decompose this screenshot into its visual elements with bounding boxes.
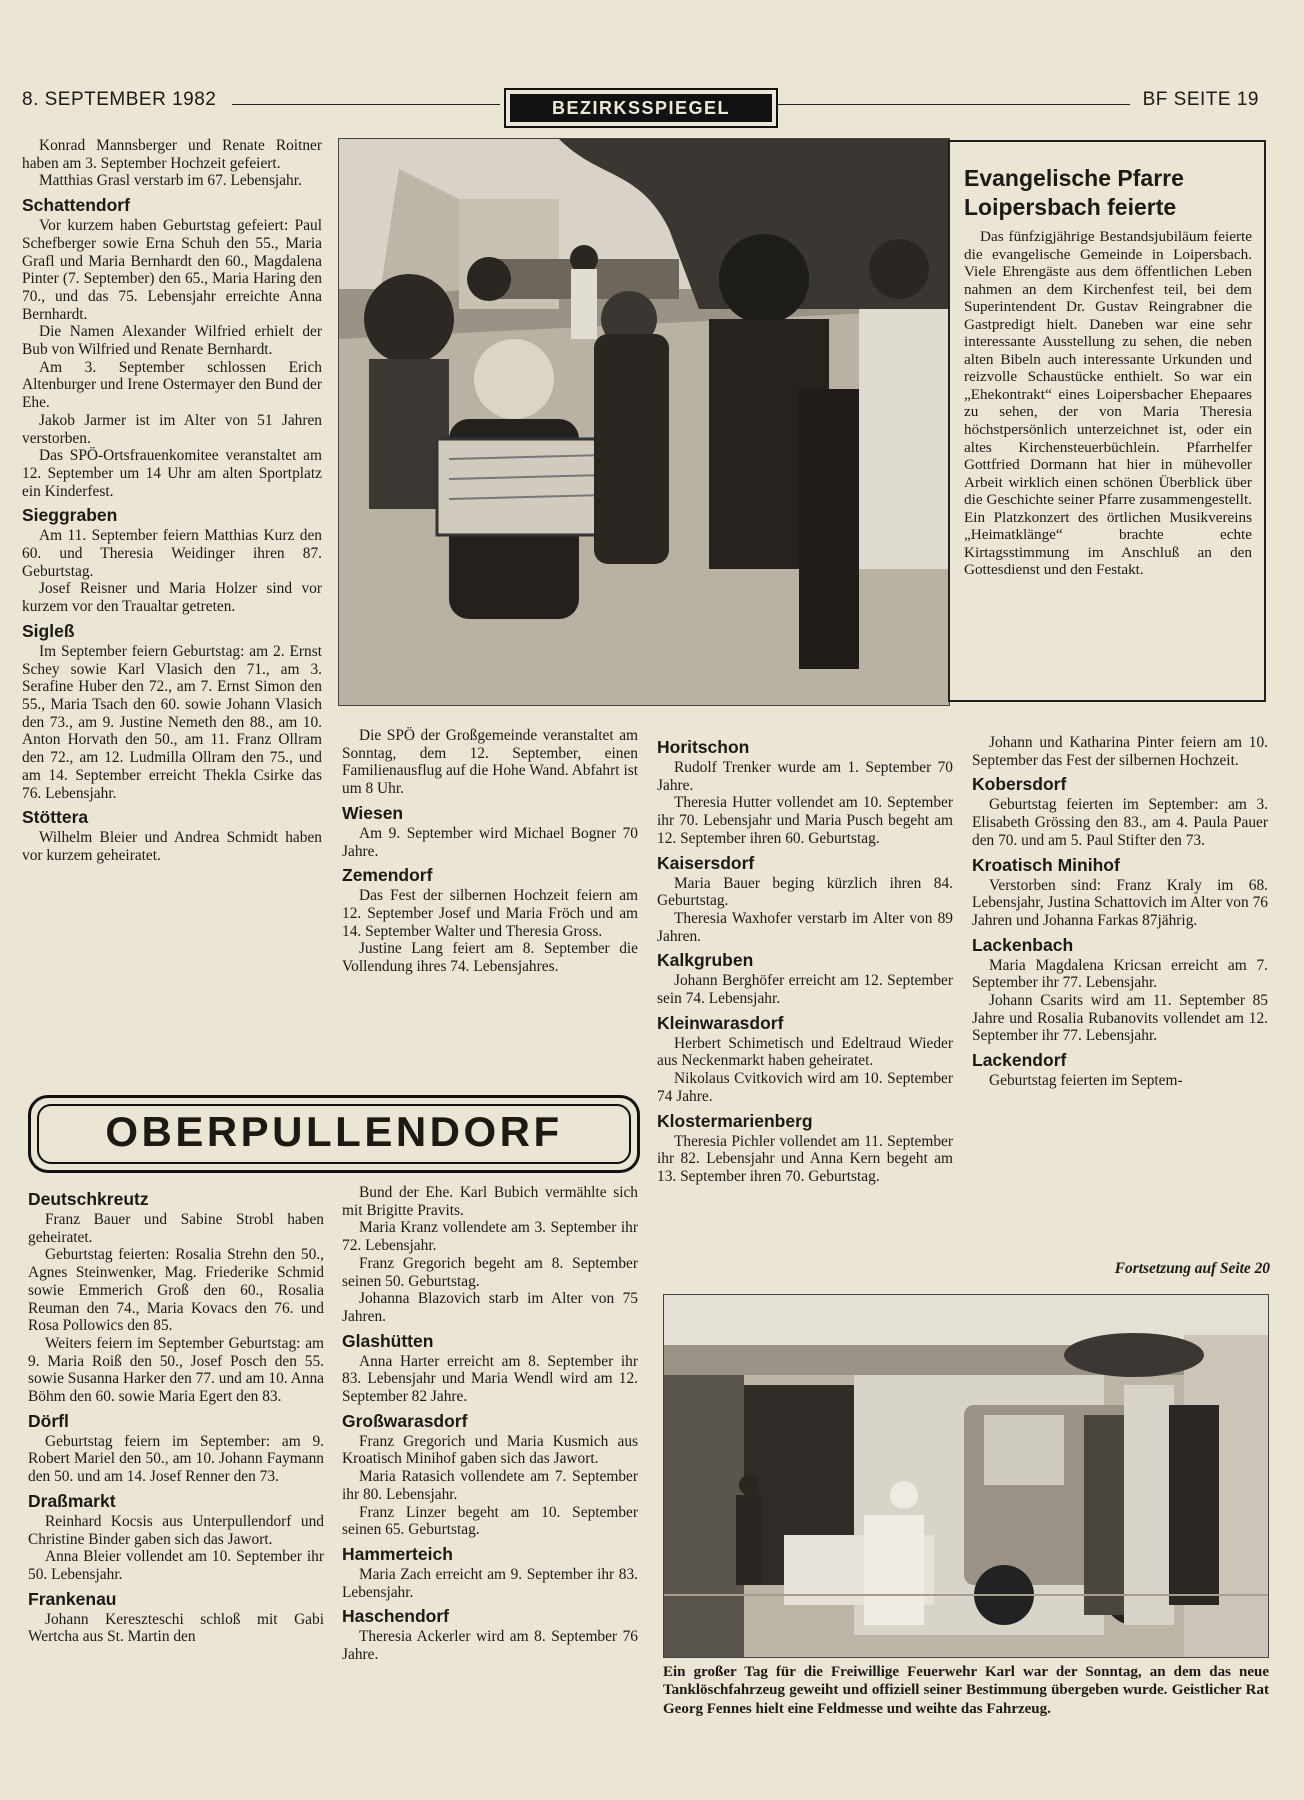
news-paragraph: Johann Csarits wird am 11. September 85 Jahre und Rosalia Rubanovits vollendet am 12. September ihr 77. Lebensjahr. [972, 992, 1268, 1045]
town-heading: Kaisersdorf [657, 852, 755, 873]
town-heading: Klostermarienberg [657, 1110, 813, 1131]
column-3-mid [657, 732, 953, 1186]
header-rule-left [232, 104, 500, 105]
section-label-box [504, 88, 778, 128]
column-2-bottom [342, 1184, 638, 1664]
news-paragraph: Johanna Blazovich starb im Alter von 75 Jahren. [342, 1290, 638, 1325]
page-number: BF SEITE 19 [1142, 89, 1259, 110]
column-2-mid [342, 727, 638, 976]
news-paragraph: Am 9. September wird Michael Bogner 70 Jahre. [342, 824, 638, 860]
issue-date: 8. SEPTEMBER 1982 [22, 89, 217, 110]
news-paragraph: Theresia Hutter vollendet am 10. September ihr 70. Lebensjahr und Maria Pusch begeht am 12. September ihren 60. Geburtstag. [657, 794, 953, 847]
news-paragraph: Vor kurzem haben Geburtstag gefeiert: Paul Schefberger sowie Erna Schuh den 55., Maria Grafl und Maria Bernhardt den 60., Magdalena Pinter (7. September) den 65., Maria Haring den 70., und das 75. Lebensjahr erreichte Anna Bernhardt. [22, 217, 322, 323]
news-paragraph: Herbert Schimetisch und Edeltraud Wieder aus Neckenmarkt haben geheiratet. [657, 1034, 953, 1070]
news-paragraph: Im September feiern Geburtstag: am 2. Ernst Schey sowie Karl Vlasich den 71., am 3. Serafine Huber den 72., am 7. Ernst Simon den 55., Maria Tsach den 60. sowie Johann Vlasich den 73., am 9. Justine Nemeth den 88., am 10. Anton Horvath den 50., am 11. Franz Ollram den 72., am 12. Ludmilla Ollram den 75., und am 14. September erreicht Thekla Csirke das 76. Lebensjahr. [22, 642, 322, 802]
news-paragraph: Maria Bauer beging kürzlich ihren 84. Geburtstag. [657, 874, 953, 910]
town-heading: Draßmarkt [28, 1490, 116, 1511]
fire-brigade-photo [663, 1294, 1269, 1658]
region-banner-title: OBERPULLENDORF [37, 1104, 631, 1164]
town-heading: Horitschon [657, 737, 750, 757]
news-paragraph: Matthias Grasl verstarb im 67. Lebensjahr. [39, 172, 302, 190]
article-box-loipersbach [948, 140, 1266, 702]
town-heading: Kleinwarasdorf [657, 1012, 784, 1033]
town-heading: Glashütten [342, 1330, 434, 1351]
town-heading: Zemendorf [342, 865, 433, 886]
header-rule-right [778, 104, 1130, 105]
news-paragraph: Anna Harter erreicht am 8. September ihr 83. Lebensjahr und Maria Wendl wird am 12. September 82 Jahre. [342, 1352, 638, 1406]
news-paragraph: Am 3. September schlossen Erich Altenburger und Irene Ostermayer den Bund der Ehe. [22, 358, 322, 412]
continuation-note: Fortsetzung auf Seite 20 [1114, 1260, 1270, 1277]
news-paragraph: Anna Bleier vollendet am 10. September ihr 50. Lebensjahr. [28, 1548, 324, 1583]
news-paragraph: Maria Magdalena Kricsan erreicht am 7. September ihr 77. Lebensjahr. [972, 956, 1268, 992]
news-paragraph: Wilhelm Bleier und Andrea Schmidt haben vor kurzem geheiratet. [22, 829, 322, 864]
town-heading: Lackendorf [972, 1050, 1067, 1071]
news-paragraph: Maria Kranz vollendete am 3. September ihr 72. Lebensjahr. [342, 1219, 638, 1255]
news-paragraph: Weiters feiern im September Geburtstag: am 9. Maria Roiß den 50., Josef Posch den 55. sowie Susanna Harker den 77. und am 10. Anna Böhm den 60. sowie Maria Egert den 83. [28, 1334, 324, 1406]
news-paragraph: Johann Berghöfer erreicht am 12. September sein 74. Lebensjahr. [657, 972, 953, 1008]
news-paragraph: Am 11. September feiern Matthias Kurz den 60. und Theresia Weidinger ihren 87. Geburtstag. [22, 527, 322, 580]
town-heading: Sigleß [22, 620, 75, 641]
article-title: Evangelische Pfarre Loipersbach feierte [964, 165, 1184, 220]
news-paragraph: Bund der Ehe. Karl Bubich vermählte sich mit Brigitte Pravits. [342, 1184, 638, 1219]
news-paragraph: Reinhard Kocsis aus Unterpullendorf und Christine Binder gaben sich das Jawort. [28, 1512, 324, 1548]
news-paragraph: Die Namen Alexander Wilfried erhielt der Bub von Wilfried und Renate Bernhardt. [22, 323, 322, 359]
news-paragraph: Maria Ratasich vollendete am 7. September ihr 80. Lebensjahr. [342, 1468, 638, 1503]
news-paragraph: Johann Kereszteschi schloß mit Gabi Wertcha aus St. Martin den [28, 1610, 324, 1646]
news-paragraph: Justine Lang feiert am 8. September die Vollendung ihres 74. Lebensjahres. [342, 940, 638, 976]
news-paragraph: Rudolf Trenker wurde am 1. September 70 Jahre. [657, 759, 953, 794]
town-heading: Frankenau [28, 1588, 117, 1609]
news-paragraph: Das Fest der silbernen Hochzeit feiern am 12. September Josef und Maria Fröch und am 14. September Walter und Theresia Gross. [342, 887, 638, 940]
news-paragraph: Geburtstag feierten im Septem- [989, 1072, 1183, 1090]
column-1-bottom [28, 1184, 324, 1646]
town-heading: Deutschkreutz [28, 1189, 149, 1209]
news-paragraph: Josef Reisner und Maria Holzer sind vor kurzem vor den Traualtar getreten. [22, 580, 322, 616]
news-paragraph: Jakob Jarmer ist im Alter von 51 Jahren verstorben. [22, 411, 322, 447]
town-heading: Wiesen [342, 802, 404, 823]
region-banner [28, 1095, 640, 1173]
news-paragraph: Franz Gregorich und Maria Kusmich aus Kroatisch Minihof gaben sich das Jawort. [342, 1432, 638, 1468]
town-heading: Dörfl [28, 1410, 69, 1431]
town-heading: Großwarasdorf [342, 1410, 468, 1431]
news-paragraph: Nikolaus Cvitkovich wird am 10. September 74 Jahre. [657, 1070, 953, 1105]
band-photo [338, 138, 950, 706]
town-heading: Haschendorf [342, 1606, 449, 1627]
news-paragraph: Verstorben sind: Franz Kraly im 68. Lebensjahr, Justina Schattovich im Alter von 76 Jahren und Johanna Farkas 87jährig. [972, 876, 1268, 929]
column-4-mid [972, 734, 1268, 1090]
photo-caption: Ein großer Tag für die Freiwillige Feuerwehr Karl war der Sonntag, an dem das neue Tanklöschfahrzeug geweiht und offiziell seiner Bestimmung übergeben wurde. Geistlicher Rat Georg Fennes hielt eine Feldmesse und weihte das Fahrzeug. [663, 1664, 1269, 1717]
news-paragraph: Franz Bauer und Sabine Strobl haben geheiratet. [28, 1211, 324, 1246]
town-heading: Stöttera [22, 807, 89, 828]
news-paragraph: Theresia Ackerler wird am 8. September 76 Jahre. [342, 1628, 638, 1664]
town-heading: Schattendorf [22, 195, 130, 216]
town-heading: Kobersdorf [972, 774, 1067, 795]
section-label: BEZIRKSSPIEGEL [510, 94, 772, 122]
column-1-top [22, 137, 322, 865]
news-paragraph: Geburtstag feiern im September: am 9. Robert Mariel den 50., am 10. Johann Faymann den 50. und am 14. Josef Renner den 73. [28, 1432, 324, 1486]
town-heading: Sieggraben [22, 505, 118, 526]
town-heading: Kalkgruben [657, 950, 754, 971]
news-paragraph: Theresia Waxhofer verstarb im Alter von 89 Jahren. [657, 909, 953, 945]
town-heading: Hammerteich [342, 1543, 453, 1564]
news-paragraph: Geburtstag feierten: Rosalia Strehn den 50., Agnes Steinwenker, Mag. Friederike Schmid sowie Emmerich Groß den 60., Rosalia Reuman den 74., Maria Kovacs den 76. und Rosa Pollowics den 85. [28, 1246, 324, 1335]
town-heading: Kroatisch Minihof [972, 854, 1120, 875]
news-paragraph: Franz Gregorich begeht am 8. September seinen 50. Geburtstag. [342, 1254, 638, 1290]
news-paragraph: Franz Linzer begeht am 10. September seinen 65. Geburtstag. [342, 1503, 638, 1539]
news-paragraph: Die SPÖ der Großgemeinde veranstaltet am Sonntag, dem 12. September, einen Familienausflug auf die Hohe Wand. Abfahrt ist um 8 Uhr. [342, 727, 638, 798]
news-paragraph: Maria Zach erreicht am 9. September ihr 83. Lebensjahr. [342, 1565, 638, 1601]
town-heading: Lackenbach [972, 934, 1074, 955]
article-body: Das fünfzigjährige Bestandsjubiläum feierte die evangelische Gemeinde in Loipersbach. Viele Ehrengäste aus dem öffentlichen Leben nahmen an dem Kirchenfest teil, bei dem Superintendent Dr. Gustav Reingrabner die Gastpredigt hielt. Daneben war eine sehr interessante Ausstellung zu sehen, die neben alten Bibeln auch interessante Urkunden und reizvolle Schaustücke enthielt. So war ein „Ehekontrakt“ eines Loipersbacher Ehepaares zu sehen, der von Maria Theresia höchstpersönlich unterzeichnet ist, oder ein altes Kirchensteuerbüchlein. Pfarrhelfer Gottfried Dormann hat hier in mühevoller Arbeit wirklich einen schönen Überblick über die Geschichte seiner Pfarre zusammengestellt. Ein Platzkonzert des örtlichen Musikvereins „Heimatklänge“ brachte echte Kirtagsstimmung im Anschluß an den Gottesdienst und den Festakt. [964, 228, 1252, 579]
news-paragraph: Geburtstag feierten im September: am 3. Elisabeth Grössing den 83., am 4. Paula Pauer den 70. und am 5. Paul Stifter den 73. [972, 796, 1268, 849]
news-paragraph: Johann und Katharina Pinter feiern am 10. September das Fest der silbernen Hochzeit. [972, 734, 1268, 769]
news-paragraph: Das SPÖ-Ortsfrauenkomitee veranstaltet am 12. September um 14 Uhr am alten Sportplatz ein Kinderfest. [22, 447, 322, 500]
news-paragraph: Konrad Mannsberger und Renate Roitner haben am 3. September Hochzeit gefeiert. [22, 137, 322, 172]
news-paragraph: Theresia Pichler vollendet am 11. September ihr 82. Lebensjahr und Anna Kern begeht am 13. September ihren 70. Geburtstag. [657, 1132, 953, 1185]
